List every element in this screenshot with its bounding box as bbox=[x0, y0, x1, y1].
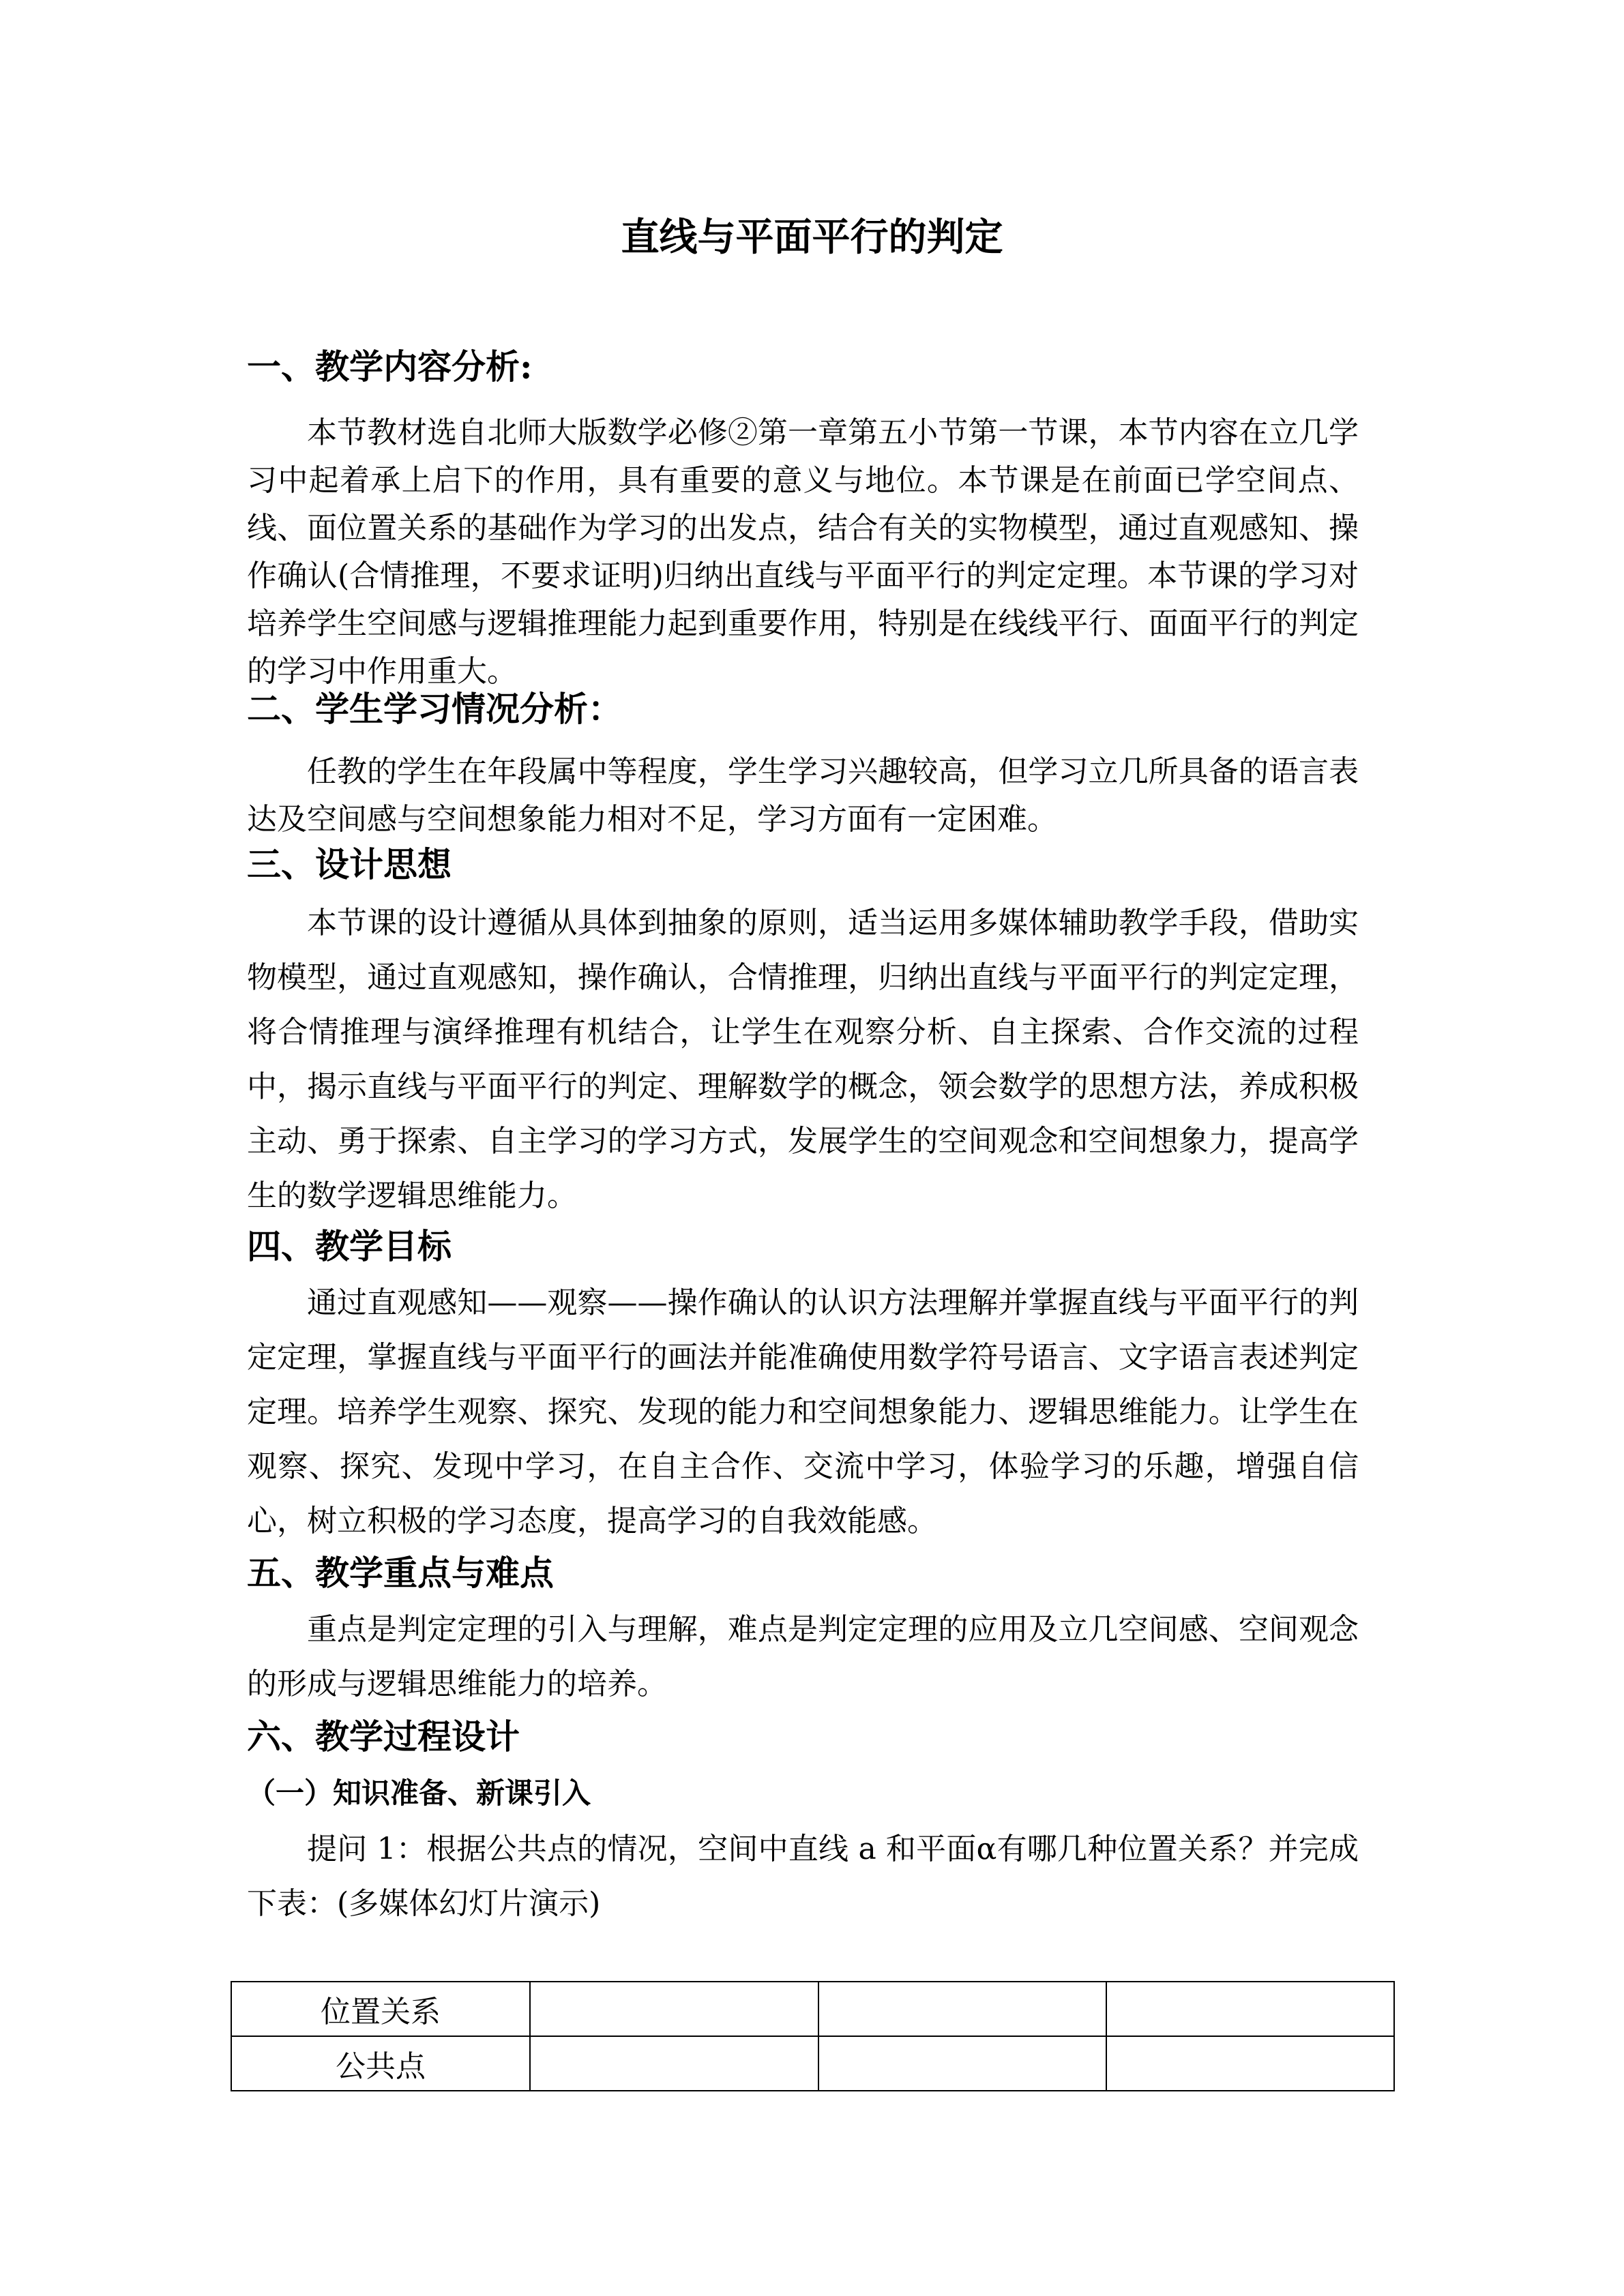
section-heading-process-design: 六、教学过程设计 bbox=[247, 1716, 520, 1757]
section-paragraph-content-analysis: 本节教材选自北师大版数学必修②第一章第五小节第一节课，本节内容在立几学习中起着承上启下的作用，具有重要的意义与地位。本节课是在前面已学空间点、线、面位置关系的基础作为学习的出发点，结合有关的实物模型，通过直观感知、操作确认(合情推理，不要求证明)归纳出直线与平面平行的判定定理。本节课的学习对培养学生空间感与逻辑推理能力起到重要作用，特别是在线线平行、面面平行的判定的学习中作用重大。 bbox=[247, 415, 1359, 689]
table-row bbox=[231, 2036, 1394, 2091]
section-paragraph-question-1: 提问 1：根据公共点的情况，空间中直线 a 和平面α有哪几种位置关系？并完成下表：(多媒体幻灯片演示) bbox=[247, 1832, 1359, 1921]
table-cell bbox=[1106, 1982, 1394, 2036]
table-cell bbox=[530, 2036, 818, 2091]
table-row bbox=[231, 1982, 1394, 2036]
table-cell bbox=[530, 1982, 818, 2036]
table-cell: 位置关系 bbox=[231, 1982, 530, 2036]
section-paragraph-design-idea: 本节课的设计遵循从具体到抽象的原则，适当运用多媒体辅助教学手段，借助实物模型，通过直观感知，操作确认，合情推理，归纳出直线与平面平行的判定定理，将合情推理与演绎推理有机结合，让学生在观察分析、自主探索、合作交流的过程中，揭示直线与平面平行的判定、理解数学的概念，领会数学的思想方法，养成积极主动、勇于探索、自主学习的学习方式，发展学生的空间观念和空间想象力，提高学生的数学逻辑思维能力。 bbox=[247, 906, 1359, 1213]
table-cell bbox=[818, 1982, 1106, 2036]
section-paragraph-teaching-goals: 通过直观感知——观察——操作确认的认识方法理解并掌握直线与平面平行的判定定理，掌握直线与平面平行的画法并能准确使用数学符号语言、文字语言表述判定定理。培养学生观察、探究、发现的能力和空间想象能力、逻辑思维能力。让学生在观察、探究、发现中学习，在自主合作、交流中学习，体验学习的乐趣，增强自信心，树立积极的学习态度，提高学习的自我效能感。 bbox=[247, 1285, 1359, 1538]
section-heading-content-analysis: 一、教学内容分析: bbox=[247, 346, 533, 387]
subsection-heading-knowledge-prep: （一）知识准备、新课引入 bbox=[247, 1776, 591, 1810]
section-heading-student-analysis: 二、学生学习情况分析： bbox=[247, 689, 622, 729]
section-heading-teaching-goals: 四、教学目标 bbox=[247, 1226, 452, 1266]
section-heading-key-points: 五、教学重点与难点 bbox=[247, 1553, 554, 1593]
document-title: 直线与平面平行的判定 bbox=[621, 215, 1003, 260]
section-paragraph-key-points: 重点是判定定理的引入与理解，难点是判定定理的应用及立几空间感、空间观念的形成与逻辑思维能力的培养。 bbox=[247, 1612, 1359, 1701]
table-cell bbox=[1106, 2036, 1394, 2091]
position-relation-table bbox=[231, 1981, 1395, 2091]
section-paragraph-student-analysis: 任教的学生在年段属中等程度，学生学习兴趣较高，但学习立几所具备的语言表达及空间感与空间想象能力相对不足，学习方面有一定困难。 bbox=[247, 754, 1359, 837]
table-cell: 公共点 bbox=[231, 2036, 530, 2091]
section-heading-design-idea: 三、设计思想 bbox=[247, 844, 452, 884]
table-cell bbox=[818, 2036, 1106, 2091]
